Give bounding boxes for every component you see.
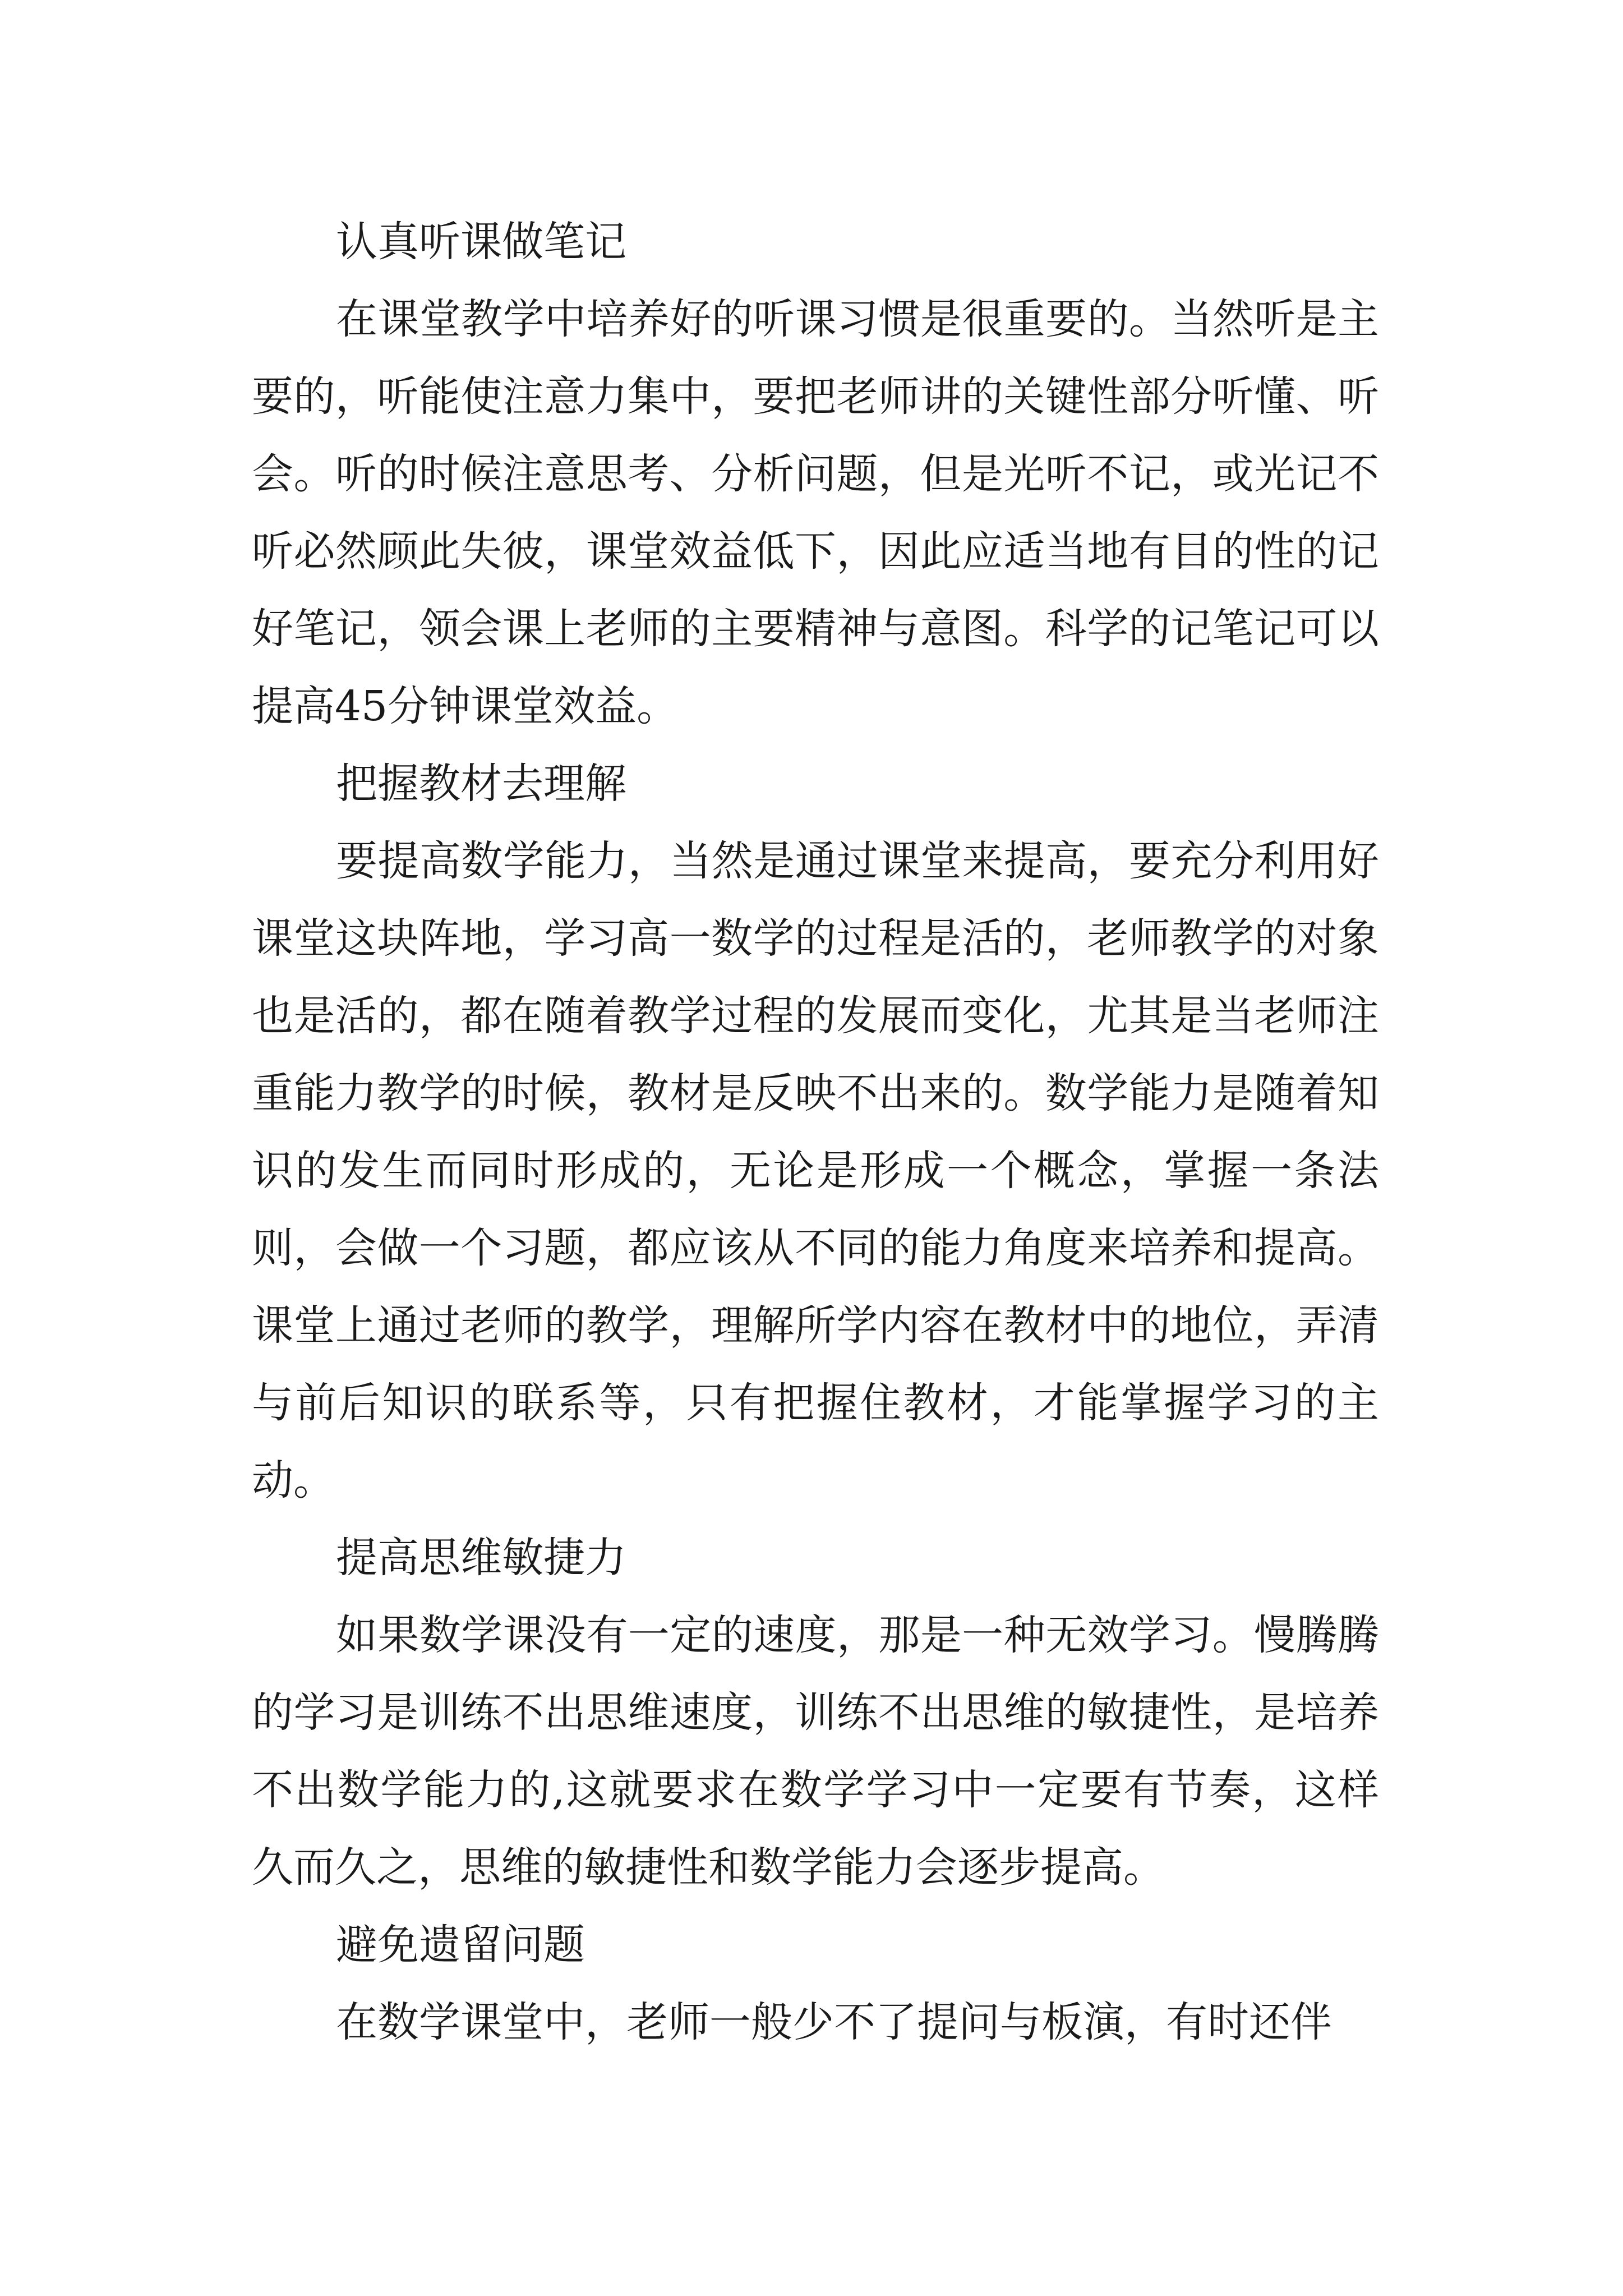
section-heading: 认真听课做笔记 [336,218,626,266]
section-heading: 提高思维敏捷力 [336,1534,626,1582]
section-paragraph: 在课堂教学中培养好的听课习惯是很重要的。当然听是主要的，听能使注意力集中，要把老师讲的关键性部分听懂、听会。听的时候注意思考、分析问题，但是光听不记，或光记不听必然顾此失彼，课堂效益低下，因此应适当地有目的性的记好笔记，领会课上老师的主要精神与意图。科学的记笔记可以提高45分钟课堂效益。 [252,295,1379,730]
section-paragraph: 在数学课堂中，老师一般少不了提问与板演，有时还伴 [336,1998,1332,2046]
section-paragraph: 要提高数学能力，当然是通过课堂来提高，要充分利用好课堂这块阵地，学习高一数学的过程是活的，老师教学的对象也是活的，都在随着教学过程的发展而变化，尤其是当老师注重能力教学的时候，教材是反映不出来的。数学能力是随着知识的发生而同时形成的，无论是形成一个概念，掌握一条法则，会做一个习题，都应该从不同的能力角度来培养和提高。课堂上通过老师的教学，理解所学内容在教材中的地位，弄清与前后知识的联系等，只有把握住教材，才能掌握学习的主动。 [252,837,1379,1504]
section-heading: 把握教材去理解 [336,760,626,808]
section-paragraph: 如果数学课没有一定的速度，那是一种无效学习。慢腾腾的学习是训练不出思维速度，训练不出思维的敏捷性，是培养不出数学能力的,这就要求在数学学习中一定要有节奏，这样久而久之，思维的敏捷性和数学能力会逐步提高。 [252,1611,1379,1892]
section-heading: 避免遗留问题 [336,1921,585,1969]
document-body [252,203,1379,2061]
